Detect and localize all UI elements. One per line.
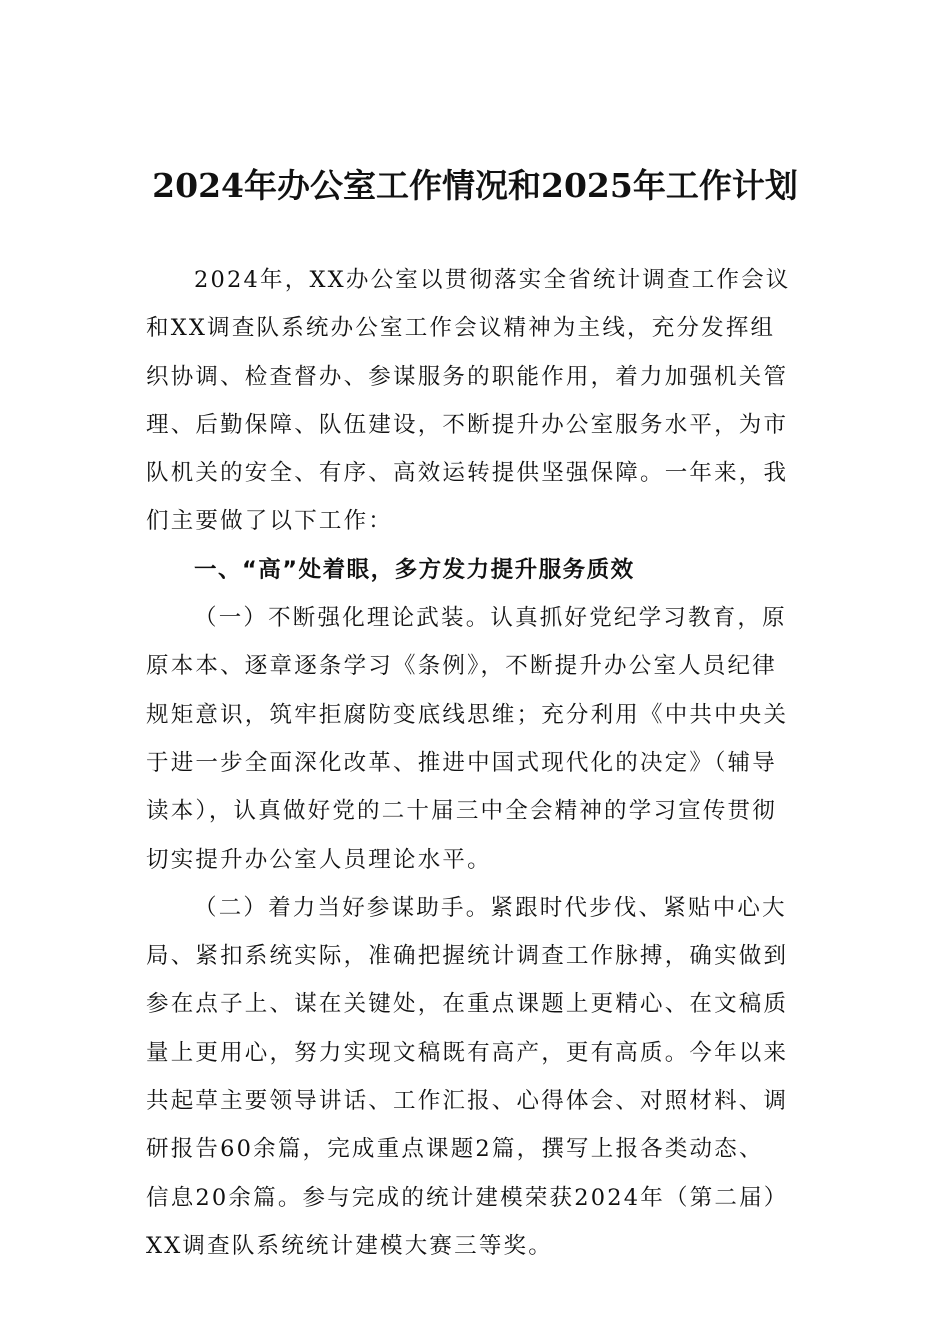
section-heading: 一、“高”处着眼，多方发力提升服务质效 [194,556,635,583]
document-title: 2024年办公室工作情况和2025年工作计划 [152,166,798,205]
paragraph-line: XX调查队系统统计建模大赛三等奖。 [146,1232,553,1259]
paragraph-line: 研报告60余篇，完成重点课题2篇，撰写上报各类动态、 [146,1136,764,1163]
paragraph-line: 局、紧扣系统实际，准确把握统计调查工作脉搏，确实做到 [146,943,789,970]
intro-line: 和XX调查队系统办公室工作会议精神为主线，充分发挥组 [146,315,776,342]
item-first-line [146,594,810,642]
item-first-line-text: 认真抓好党纪学习教育，原 [490,605,787,632]
paragraph-line: 于进一步全面深化改革、推进中国式现代化的决定》（辅导 [146,749,777,776]
item-lead: （二）着力当好参谋助手。 [194,894,491,921]
item-first-line-text: 紧跟时代步伐、紧贴中心大 [490,894,787,921]
intro-line: 织协调、检查督办、参谋服务的职能作用，着力加强机关管 [146,363,789,390]
paragraph-line: 量上更用心，努力实现文稿既有高产，更有高质。今年以来 [146,1039,789,1066]
paragraph-line: 原本本、逐章逐条学习《条例》，不断提升办公室人员纪律 [146,653,777,680]
intro-line: 们主要做了以下工作： [146,508,394,535]
intro-line: 理、后勤保障、队伍建设，不断提升办公室服务水平，为市 [146,411,789,438]
document-body [146,256,810,1270]
paragraph-line: 读本），认真做好党的二十届三中全会精神的学习宣传贯彻 [146,798,777,825]
item-first-line [146,884,810,932]
paragraph-line: 规矩意识，筑牢拒腐防变底线思维；充分利用《中共中央关 [146,701,789,728]
item-lead: （一）不断强化理论武装。 [194,605,491,632]
paragraph-line: 切实提升办公室人员理论水平。 [146,846,492,873]
paragraph-line: 共起草主要领导讲话、工作汇报、心得体会、对照材料、调 [146,1088,789,1115]
intro-line: 2024年，XX办公室以贯彻落实全省统计调查工作会议 [194,267,791,293]
paragraph-line: 参在点子上、谋在关键处，在重点课题上更精心、在文稿质 [146,991,789,1018]
paragraph-line: 信息20余篇。参与完成的统计建模荣获2024年（第二届） [146,1184,789,1211]
intro-line: 队机关的安全、有序、高效运转提供坚强保障。一年来，我 [146,460,789,487]
